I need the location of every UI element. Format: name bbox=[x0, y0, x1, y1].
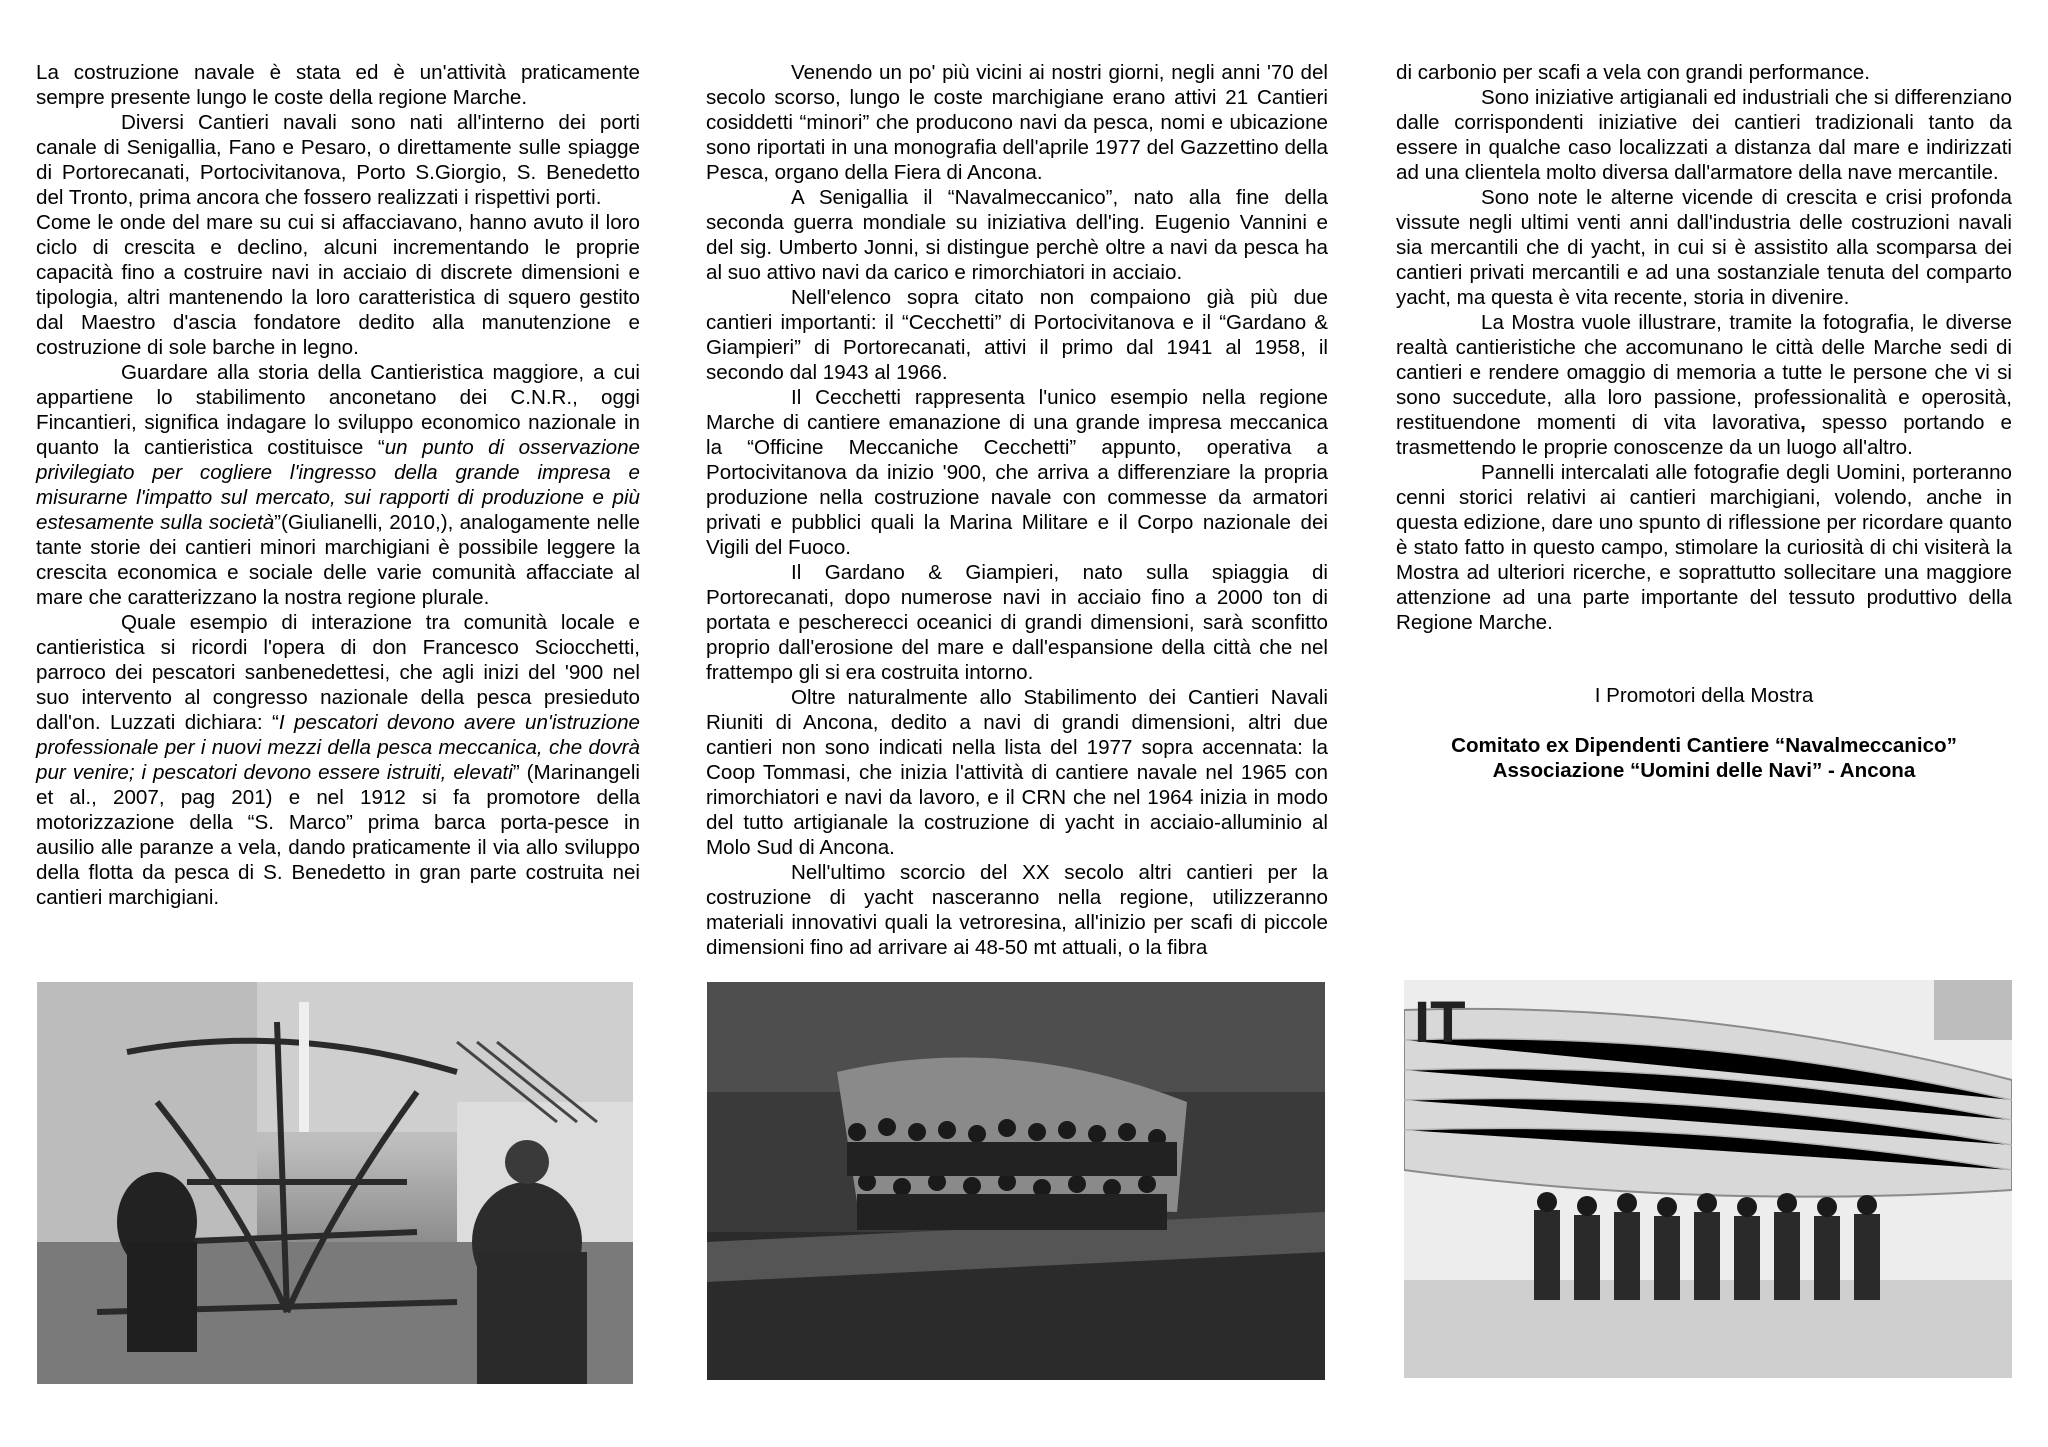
photo-shipyard-frame-illustration bbox=[37, 982, 633, 1384]
signature-intro: I Promotori della Mostra bbox=[1594, 684, 1814, 707]
hull-lettering: IT bbox=[1414, 990, 1466, 1055]
paragraph: Sono note le alterne vicende di crescita e crisi profonda vissute negli ultimi venti anni dall'industria delle costruzioni navali sia mercantili che di yacht, in cui si è assistito alla scomparsa dei cantieri privati mercantili e ad una sostanziale tenuta del comparto yacht, ma questa è vita recente, storia in divenire. bbox=[1396, 186, 2012, 309]
paragraph: di carbonio per scafi a vela con grandi performance. bbox=[1396, 61, 1870, 84]
paragraph: A Senigallia il “Navalmeccanico”, nato alla fine della seconda guerra mondiale su iniziativa dell'ing. Eugenio Vannini e del sig. Umberto Jonni, si distingue perchè oltre a navi da pesca ha al suo attivo navi da carico e rimorchiatori in acciaio. bbox=[706, 186, 1328, 284]
text-run: ”(Giulianelli, 2010,), analogamente nelle tante storie dei cantieri minori marchigiani è possibile leggere la crescita economica e sociale delle varie comunità affacciate al mare che caratterizzano la nostra regione plurale. bbox=[36, 511, 640, 609]
photo-workers-group-illustration bbox=[707, 982, 1325, 1380]
paragraph: Il Gardano & Giampieri, nato sulla spiaggia di Portorecanati, dopo numerose navi in acciaio fino a 2000 ton di portata e pescherecci oceanici di grandi dimensioni, sarà sconfitto proprio dall'erosione del mare e dall'espansione della città che nel frattempo gli si era costruita intorno. bbox=[706, 561, 1328, 684]
photo-workers-group bbox=[707, 982, 1325, 1380]
paragraph: Sono iniziative artigianali ed industriali che si differenziano dalle corrispondenti iniziative dei cantieri tradizionali tanto da essere in qualche caso localizzati a distanza dal mare e indirizzati ad una clientela molto diversa dall'armatore della nave mercantile. bbox=[1396, 86, 2012, 184]
text-run: , bbox=[1800, 411, 1806, 434]
text-run: Quale esempio di interazione tra comunità locale e cantieristica si ricordi l'opera di don Francesco Sciocchetti, parroco dei pescatori sanbenedettesi, che agli inizi del '900 nel suo intervento al congresso nazionale della pesca presieduto dall'on. Luzzati dichiara: “ bbox=[36, 611, 640, 734]
quote-giulianelli: un punto di osservazione privilegiato per cogliere l'ingresso della grande impresa e misurarne l'impatto sul mercato, sui rapporti di produzione e più estesamente sulla società bbox=[36, 436, 640, 534]
column-middle bbox=[706, 60, 1328, 960]
paragraph bbox=[36, 360, 640, 610]
photo-hull-workers bbox=[1404, 980, 2012, 1378]
text-run: Guardare alla storia della Cantieristica maggiore, a cui appartiene lo stabilimento anconetano dei C.N.R., oggi Fincantieri, significa indagare lo sviluppo economico nazionale in quanto la cantieristica costituisce “ bbox=[36, 361, 640, 459]
paragraph: Pannelli intercalati alle fotografie degli Uomini, porteranno cenni storici relativi ai cantieri marchigiani, volendo, anche in questa edizione, dare uno spunto di riflessione per ricordare quanto è stato fatto in questo campo, stimolare la curiosità di chi visiterà la Mostra ad ulteriori ricerche, e soprattutto sollecitare una maggiore attenzione ad una parte importante del tessuto produttivo della Regione Marche. bbox=[1396, 461, 2012, 634]
text-run: La Mostra vuole illustrare, tramite la fotografia, le diverse realtà cantieristiche che accomunano le città delle Marche sedi di cantieri e rendere omaggio di memoria a tutte le persone che vi si sono succedute, alla loro passione, professionalità e operosità, restituendone momenti di vita lavorativa bbox=[1396, 311, 2012, 434]
paragraph: Come le onde del mare su cui si affacciavano, hanno avuto il loro ciclo di crescita e declino, alcuni incrementando le proprie capacità fino a costruire navi in acciaio di discrete dimensioni e tipologia, altri mantenendo la loro caratteristica di squero gestito dal Maestro d'ascia fondatore dedito alla manutenzione e costruzione di sole barche in legno. bbox=[36, 211, 640, 359]
paragraph: Il Cecchetti rappresenta l'unico esempio nella regione Marche di cantiere emanazione di una grande impresa meccanica la “Officine Meccaniche Cecchetti” appunto, operativa a Portocivitanova da inizio '900, che arriva a differenziare la propria produzione nella costruzione navale con commesse da armatori privati e pubblici quali la Marina Militare e il Corpo nazionale dei Vigili del Fuoco. bbox=[706, 386, 1328, 559]
photo-shipyard-frame bbox=[37, 982, 633, 1384]
paragraph: Nell'elenco sopra citato non compaiono già più due cantieri importanti: il “Cecchetti” di Portocivitanova e il “Gardano & Giampieri” di Portorecanati, attivi il primo dal 1941 al 1958, il secondo dal 1943 al 1966. bbox=[706, 286, 1328, 384]
paragraph: Oltre naturalmente allo Stabilimento dei Cantieri Navali Riuniti di Ancona, dedito a navi di grandi dimensioni, altri due cantieri non sono indicati nella lista del 1977 sopra accennata: la Coop Tommasi, che inizia l'attività di cantiere navale nel 1965 con rimorchiatori e navi da lavoro, e il CRN che nel 1964 inizia in modo del tutto artigianale la costruzione di yacht in acciaio-alluminio al Molo Sud di Ancona. bbox=[706, 686, 1328, 859]
column-left bbox=[36, 60, 640, 910]
text-run: spesso portando e trasmettendo le proprie conoscenze da un luogo all'altro. bbox=[1396, 411, 2012, 459]
signature-committee: Comitato ex Dipendenti Cantiere “Navalmeccanico” bbox=[1451, 734, 1957, 757]
paragraph: La costruzione navale è stata ed è un'attività praticamente sempre presente lungo le coste della regione Marche. bbox=[36, 61, 640, 109]
paragraph bbox=[1396, 310, 2012, 460]
quote-sciocchetti: I pescatori devono avere un'istruzione professionale per i nuovi mezzi della pesca meccanica, che dovrà pur venire; i pescatori devono essere istruiti, elevati bbox=[36, 711, 640, 784]
text-run: ” (Marinangeli et al., 2007, pag 201) e nel 1912 si fa promotore della motorizzazione della “S. Marco” prima barca porta-pesce in ausilio alle paranze a vela, dando praticamente il via allo sviluppo della flotta da pesca di S. Benedetto in gran parte costruita nei cantieri marchigiani. bbox=[36, 761, 640, 909]
column-right bbox=[1396, 60, 2012, 783]
paragraph bbox=[36, 610, 640, 910]
photo-hull-workers-illustration bbox=[1404, 980, 2012, 1378]
signature-association: Associazione “Uomini delle Navi” - Ancona bbox=[1492, 759, 1916, 782]
paragraph: Venendo un po' più vicini ai nostri giorni, negli anni '70 del secolo scorso, lungo le coste marchigiane erano attivi 21 Cantieri cosiddetti “minori” che producono navi da pesca, nomi e ubicazione sono riportati in una monografia dell'aprile 1977 del Gazzettino della Pesca, organo della Fiera di Ancona. bbox=[706, 61, 1328, 184]
paragraph: Diversi Cantieri navali sono nati all'interno dei porti canale di Senigallia, Fano e Pesaro, o direttamente sulle spiagge di Portorecanati, Portocivitanova, Porto S.Giorgio, S. Benedetto del Tronto, prima ancora che fossero realizzati i rispettivi porti. bbox=[36, 111, 640, 209]
paragraph: Nell'ultimo scorcio del XX secolo altri cantieri per la costruzione di yacht nasceranno nella regione, utilizzeranno materiali innovativi quali la vetroresina, all'inizio per scafi di piccole dimensioni fino ad arrivare ai 48-50 mt attuali, o la fibra bbox=[706, 861, 1328, 959]
